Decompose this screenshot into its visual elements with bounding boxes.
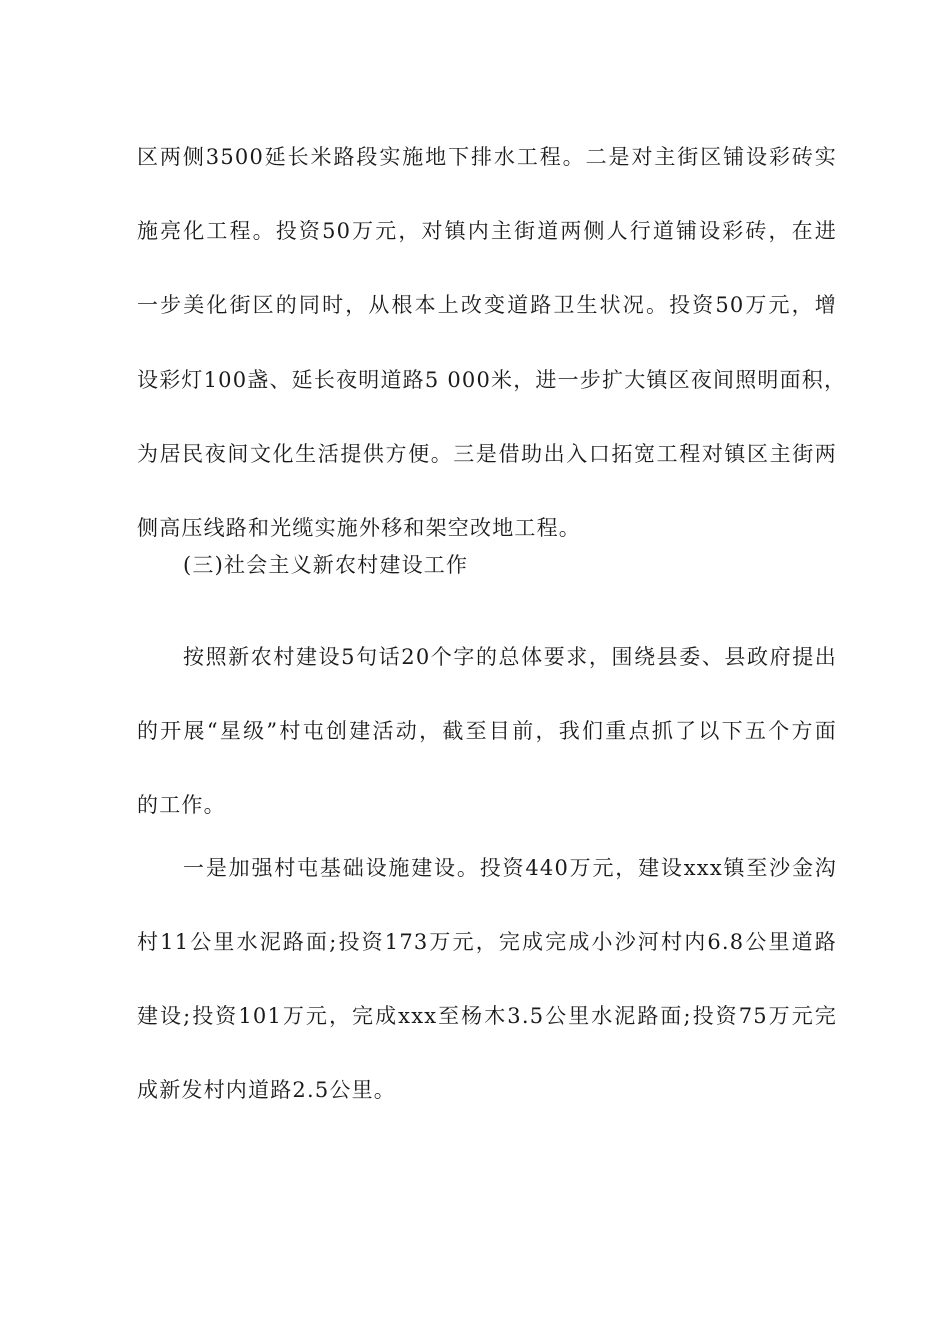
text-line: 村11公里水泥路面;投资173万元，完成完成小沙河村内6.8公里道路 [137, 930, 837, 954]
text-line: 区两侧3500延长米路段实施地下排水工程。二是对主街区铺设彩砖实 [137, 145, 837, 169]
text-line: 按照新农村建设5句话20个字的总体要求，围绕县委、县政府提出 [183, 645, 837, 669]
section-heading: (三)社会主义新农村建设工作 [183, 553, 469, 577]
text-line: 设彩灯100盏、延长夜明道路5 000米，进一步扩大镇区夜间照明面积， [137, 368, 847, 392]
text-line: 侧高压线路和光缆实施外移和架空改地工程。 [137, 516, 581, 540]
text-line: 的工作。 [137, 793, 226, 817]
text-line: 为居民夜间文化生活提供方便。三是借助出入口拓宽工程对镇区主街两 [137, 442, 837, 466]
text-line: 施亮化工程。投资50万元，对镇内主街道两侧人行道铺设彩砖，在进 [137, 219, 837, 243]
text-line: 一是加强村屯基础设施建设。投资440万元，建设xxx镇至沙金沟 [183, 856, 837, 880]
text-line: 一步美化街区的同时，从根本上改变道路卫生状况。投资50万元，增 [137, 293, 837, 317]
text-line: 建设;投资101万元，完成xxx至杨木3.5公里水泥路面;投资75万元完 [137, 1004, 837, 1028]
text-line: 成新发村内道路2.5公里。 [137, 1078, 396, 1102]
text-line: 的开展“星级”村屯创建活动，截至目前，我们重点抓了以下五个方面 [137, 719, 837, 743]
